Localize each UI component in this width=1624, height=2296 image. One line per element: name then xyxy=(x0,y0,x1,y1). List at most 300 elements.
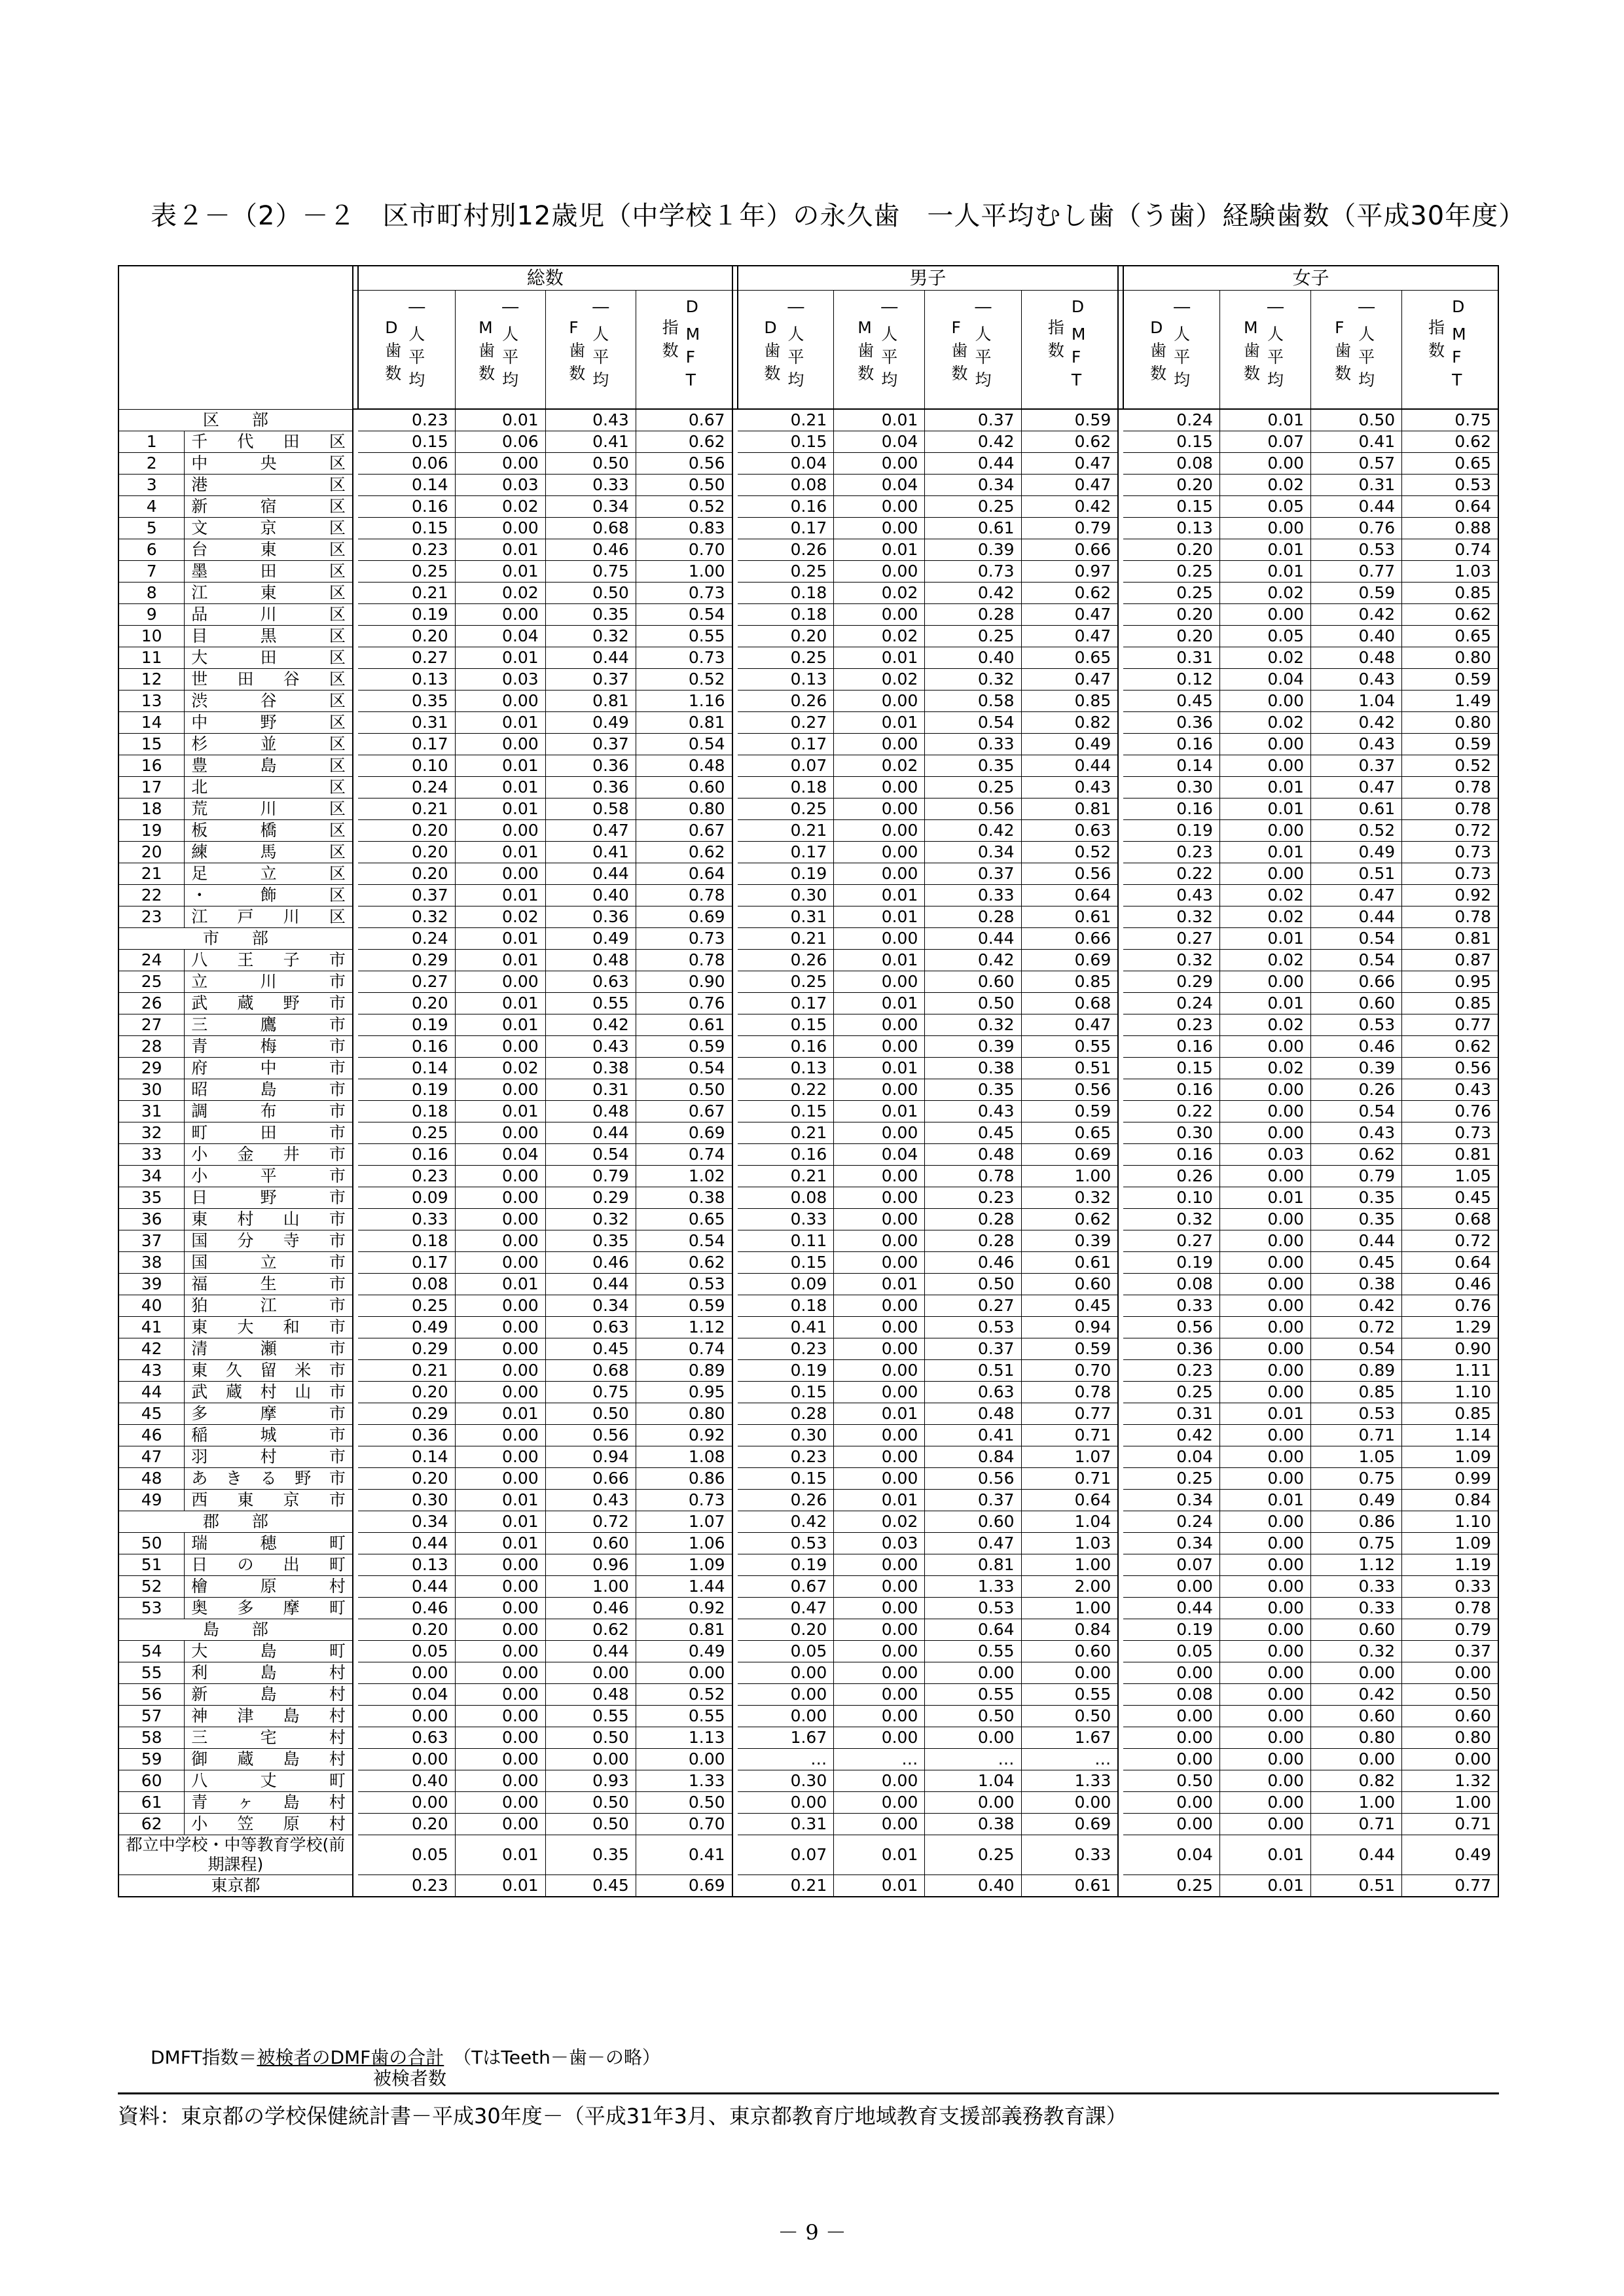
table-row xyxy=(118,885,1498,906)
value-cell: 0.66 xyxy=(1021,928,1118,950)
municipality-name: 大田区 xyxy=(185,647,353,669)
value-cell: 0.55 xyxy=(1021,1036,1118,1058)
value-cell: 0.43 xyxy=(1311,669,1402,691)
value-cell: 0.01 xyxy=(455,950,545,971)
row-number: 20 xyxy=(118,842,185,863)
value-cell: 0.00 xyxy=(455,1792,545,1814)
value-cell: 0.81 xyxy=(545,691,636,712)
value-cell: 0.17 xyxy=(358,1252,455,1274)
value-cell: 0.00 xyxy=(455,1684,545,1706)
value-cell: 0.02 xyxy=(1219,475,1310,496)
value-cell: 0.30 xyxy=(358,1490,455,1511)
value-cell: 0.02 xyxy=(1219,1014,1310,1036)
value-cell: 1.67 xyxy=(1021,1727,1118,1749)
value-cell: 0.73 xyxy=(636,928,732,950)
value-cell: 0.73 xyxy=(1402,842,1498,863)
value-cell: 0.00 xyxy=(834,1166,925,1187)
subheader-char: 数 xyxy=(385,364,402,383)
subheader-char: ― xyxy=(502,297,519,316)
value-cell: 0.04 xyxy=(1219,669,1310,691)
row-number: 14 xyxy=(118,712,185,734)
value-cell: 0.00 xyxy=(834,1122,925,1144)
value-cell: 0.23 xyxy=(358,1875,455,1897)
subheader-char: 均 xyxy=(881,370,898,389)
value-cell: 0.28 xyxy=(925,604,1021,626)
municipality-name: 大島町 xyxy=(185,1641,353,1662)
value-cell: 0.39 xyxy=(1311,1058,1402,1079)
value-cell: 0.00 xyxy=(738,1684,834,1706)
municipality-name: 港区 xyxy=(185,475,353,496)
subheader-char: F xyxy=(1452,348,1462,367)
value-cell: 0.00 xyxy=(1219,1036,1310,1058)
value-cell: 0.45 xyxy=(1021,1295,1118,1317)
subheader-char: 平 xyxy=(502,348,519,367)
municipality-name: 品川区 xyxy=(185,604,353,626)
municipality-name: 中央区 xyxy=(185,453,353,475)
value-cell: 0.15 xyxy=(1123,1058,1219,1079)
table-row xyxy=(118,1274,1498,1295)
value-cell: 0.00 xyxy=(834,1425,925,1446)
value-cell: 0.00 xyxy=(455,1576,545,1598)
value-cell: 0.01 xyxy=(834,1101,925,1122)
table-row xyxy=(118,1792,1498,1814)
municipality-name: 江東区 xyxy=(185,583,353,604)
value-cell: 0.21 xyxy=(738,1122,834,1144)
value-cell: 0.00 xyxy=(455,1122,545,1144)
value-cell: 0.60 xyxy=(1021,1641,1118,1662)
value-cell: 0.26 xyxy=(738,539,834,561)
value-cell: 0.18 xyxy=(358,1230,455,1252)
value-cell: 0.27 xyxy=(1123,928,1219,950)
value-cell: 0.54 xyxy=(636,1058,732,1079)
value-cell: 0.16 xyxy=(738,1036,834,1058)
value-cell: 1.32 xyxy=(1402,1770,1498,1792)
municipality-name: 台東区 xyxy=(185,539,353,561)
municipality-name: 文京区 xyxy=(185,518,353,539)
value-cell: 0.48 xyxy=(545,1684,636,1706)
value-cell: 0.00 xyxy=(834,1446,925,1468)
row-number: 50 xyxy=(118,1533,185,1554)
value-cell: 0.01 xyxy=(834,712,925,734)
value-cell: 0.01 xyxy=(455,1533,545,1554)
table-row xyxy=(118,1749,1498,1770)
value-cell: 0.00 xyxy=(834,1814,925,1835)
value-cell: 0.40 xyxy=(545,885,636,906)
value-cell: 0.63 xyxy=(1021,820,1118,842)
row-number: 6 xyxy=(118,539,185,561)
subheader-char: T xyxy=(1452,370,1462,389)
value-cell: 0.55 xyxy=(545,1706,636,1727)
municipality-name: 三鷹市 xyxy=(185,1014,353,1036)
municipality-name: 調布市 xyxy=(185,1101,353,1122)
value-cell: 0.32 xyxy=(545,626,636,647)
value-cell: 0.40 xyxy=(358,1770,455,1792)
value-cell: 0.01 xyxy=(1219,1875,1310,1897)
value-cell: 1.10 xyxy=(1402,1382,1498,1403)
value-cell: 0.02 xyxy=(1219,712,1310,734)
value-cell: 0.85 xyxy=(1402,1403,1498,1425)
value-cell: 0.73 xyxy=(636,583,732,604)
value-cell: 0.78 xyxy=(636,885,732,906)
value-cell: 0.33 xyxy=(925,734,1021,755)
row-number: 57 xyxy=(118,1706,185,1727)
value-cell: 0.01 xyxy=(834,906,925,928)
value-cell: 0.17 xyxy=(738,842,834,863)
value-cell: 1.10 xyxy=(1402,1511,1498,1533)
value-cell: 0.00 xyxy=(1219,1295,1310,1317)
subheader-char: 数 xyxy=(569,364,586,383)
value-cell: 0.01 xyxy=(455,777,545,798)
value-cell: 0.85 xyxy=(1402,583,1498,604)
value-cell: 0.30 xyxy=(1123,1122,1219,1144)
value-cell: 0.70 xyxy=(636,1814,732,1835)
municipality-name: 御蔵島村 xyxy=(185,1749,353,1770)
value-cell: 0.00 xyxy=(1123,1814,1219,1835)
value-cell: 0.61 xyxy=(925,518,1021,539)
value-cell: 0.25 xyxy=(358,1295,455,1317)
row-number: 13 xyxy=(118,691,185,712)
value-cell: 0.13 xyxy=(738,669,834,691)
value-cell: 0.00 xyxy=(455,1079,545,1101)
row-number: 61 xyxy=(118,1792,185,1814)
value-cell: 0.00 xyxy=(834,1770,925,1792)
value-cell: 0.49 xyxy=(1402,1835,1498,1875)
value-cell: 0.00 xyxy=(834,1382,925,1403)
subheader-char: 人 xyxy=(881,325,898,344)
value-cell: 0.20 xyxy=(358,1814,455,1835)
value-cell: 0.35 xyxy=(545,1835,636,1875)
value-cell: 1.13 xyxy=(636,1727,732,1749)
value-cell: 0.00 xyxy=(834,1706,925,1727)
value-cell: 0.13 xyxy=(358,1554,455,1576)
value-cell: 0.00 xyxy=(1021,1792,1118,1814)
value-cell: 0.00 xyxy=(834,1619,925,1641)
subheader-cell xyxy=(738,291,834,410)
value-cell: 0.42 xyxy=(925,583,1021,604)
value-cell: 0.39 xyxy=(1021,1230,1118,1252)
value-cell: 0.25 xyxy=(925,626,1021,647)
value-cell: 0.60 xyxy=(1311,1619,1402,1641)
value-cell: 0.62 xyxy=(1021,431,1118,453)
value-cell: 0.56 xyxy=(1021,1079,1118,1101)
value-cell: 0.02 xyxy=(1219,885,1310,906)
value-cell: 0.55 xyxy=(636,626,732,647)
value-cell: 0.48 xyxy=(545,950,636,971)
value-cell: 0.94 xyxy=(1021,1317,1118,1338)
subheader-cell xyxy=(834,291,925,410)
table-row xyxy=(118,1490,1498,1511)
value-cell: 0.33 xyxy=(925,885,1021,906)
value-cell: 0.03 xyxy=(1219,1144,1310,1166)
value-cell: 0.00 xyxy=(834,1662,925,1684)
value-cell: 0.06 xyxy=(358,453,455,475)
value-cell: 0.45 xyxy=(1402,1187,1498,1209)
table-row xyxy=(118,993,1498,1014)
value-cell: 0.78 xyxy=(1021,1382,1118,1403)
value-cell: 0.92 xyxy=(636,1598,732,1619)
value-cell: 0.50 xyxy=(1311,409,1402,431)
value-cell: 0.47 xyxy=(925,1533,1021,1554)
subheader-char: 人 xyxy=(502,325,519,344)
value-cell: 1.09 xyxy=(1402,1446,1498,1468)
table-row xyxy=(118,669,1498,691)
value-cell: 1.06 xyxy=(636,1533,732,1554)
value-cell: 0.35 xyxy=(545,604,636,626)
value-cell: 0.53 xyxy=(636,1274,732,1295)
formula-denominator: 被検者数 xyxy=(373,2068,447,2089)
value-cell: 0.01 xyxy=(455,1875,545,1897)
row-number: 33 xyxy=(118,1144,185,1166)
municipality-name: 町田市 xyxy=(185,1122,353,1144)
value-cell: 0.21 xyxy=(738,820,834,842)
value-cell: 0.45 xyxy=(1123,691,1219,712)
value-cell: 0.00 xyxy=(455,734,545,755)
value-cell: 0.29 xyxy=(1123,971,1219,993)
value-cell: 0.59 xyxy=(1402,669,1498,691)
value-cell: 0.47 xyxy=(1021,1014,1118,1036)
table-row xyxy=(118,1166,1498,1187)
value-cell: 0.53 xyxy=(1402,475,1498,496)
value-cell: 0.55 xyxy=(925,1641,1021,1662)
value-cell: 0.38 xyxy=(1311,1274,1402,1295)
value-cell: 0.68 xyxy=(1021,993,1118,1014)
municipality-name: 神津島村 xyxy=(185,1706,353,1727)
value-cell: 0.01 xyxy=(455,1490,545,1511)
value-cell: 0.01 xyxy=(1219,993,1310,1014)
table-row xyxy=(118,1209,1498,1230)
value-cell: 0.01 xyxy=(1219,928,1310,950)
value-cell: 0.00 xyxy=(545,1662,636,1684)
value-cell: 0.00 xyxy=(1219,1274,1310,1295)
value-cell: 0.25 xyxy=(925,496,1021,518)
value-cell: 0.38 xyxy=(925,1814,1021,1835)
value-cell: 0.29 xyxy=(358,950,455,971)
value-cell: 0.44 xyxy=(1021,755,1118,777)
dmft-table xyxy=(118,265,1499,1897)
value-cell: 0.33 xyxy=(1311,1598,1402,1619)
value-cell: 0.64 xyxy=(925,1619,1021,1641)
value-cell: 0.22 xyxy=(738,1079,834,1101)
value-cell: 1.33 xyxy=(1021,1770,1118,1792)
subheader-char: ― xyxy=(787,297,804,316)
value-cell: 0.00 xyxy=(1219,1425,1310,1446)
value-cell: 0.74 xyxy=(636,1144,732,1166)
municipality-name: あきる野市 xyxy=(185,1468,353,1490)
value-cell: 0.00 xyxy=(1219,1814,1310,1835)
value-cell: 0.61 xyxy=(1021,1252,1118,1274)
municipality-name: 奥多摩町 xyxy=(185,1598,353,1619)
table-row xyxy=(118,626,1498,647)
row-number: 11 xyxy=(118,647,185,669)
value-cell: 0.00 xyxy=(358,1749,455,1770)
subheader-char: ― xyxy=(1174,297,1191,316)
value-cell: 0.73 xyxy=(925,561,1021,583)
value-cell: 0.07 xyxy=(738,755,834,777)
value-cell: 0.28 xyxy=(925,1209,1021,1230)
municipality-name: 杉並区 xyxy=(185,734,353,755)
value-cell: 0.23 xyxy=(1123,1014,1219,1036)
subheader-char: 均 xyxy=(787,370,804,389)
value-cell: 0.24 xyxy=(1123,993,1219,1014)
row-number: 37 xyxy=(118,1230,185,1252)
value-cell: 0.99 xyxy=(1402,1468,1498,1490)
value-cell: 0.32 xyxy=(925,669,1021,691)
value-cell: 0.19 xyxy=(358,604,455,626)
value-cell: 0.63 xyxy=(358,1727,455,1749)
municipality-name: 北区 xyxy=(185,777,353,798)
row-number: 10 xyxy=(118,626,185,647)
value-cell: 0.16 xyxy=(1123,1036,1219,1058)
value-cell: 0.62 xyxy=(545,1619,636,1641)
value-cell: 0.01 xyxy=(834,950,925,971)
value-cell: 0.00 xyxy=(1219,1317,1310,1338)
row-number: 41 xyxy=(118,1317,185,1338)
value-cell: 0.00 xyxy=(1123,1662,1219,1684)
table-row xyxy=(118,518,1498,539)
subheader-cell xyxy=(1021,291,1118,410)
value-cell: 0.67 xyxy=(636,409,732,431)
value-cell: 0.30 xyxy=(738,885,834,906)
row-number: 56 xyxy=(118,1684,185,1706)
value-cell: 0.07 xyxy=(1123,1554,1219,1576)
municipality-name: 八王子市 xyxy=(185,950,353,971)
value-cell: 0.12 xyxy=(1123,669,1219,691)
table-row xyxy=(118,1058,1498,1079)
value-cell: 0.02 xyxy=(834,1511,925,1533)
value-cell: 0.42 xyxy=(1311,1295,1402,1317)
value-cell: 0.15 xyxy=(358,431,455,453)
municipality-name: 世田谷区 xyxy=(185,669,353,691)
municipality-name: 西東京市 xyxy=(185,1490,353,1511)
value-cell: 0.00 xyxy=(1219,453,1310,475)
value-cell: 0.20 xyxy=(358,993,455,1014)
value-cell: 0.00 xyxy=(455,1770,545,1792)
value-cell: 0.60 xyxy=(925,971,1021,993)
value-cell: 0.04 xyxy=(358,1684,455,1706)
table-row xyxy=(118,691,1498,712)
value-cell: 0.20 xyxy=(1123,604,1219,626)
table-row xyxy=(118,1835,1498,1875)
value-cell: 0.01 xyxy=(455,1101,545,1122)
row-number: 46 xyxy=(118,1425,185,1446)
value-cell: 0.26 xyxy=(1123,1166,1219,1187)
table-row xyxy=(118,1144,1498,1166)
value-cell: 0.20 xyxy=(358,1619,455,1641)
value-cell: 0.34 xyxy=(925,842,1021,863)
value-cell: 0.00 xyxy=(834,604,925,626)
value-cell: 0.05 xyxy=(1219,496,1310,518)
value-cell: 0.01 xyxy=(455,1014,545,1036)
value-cell: 0.47 xyxy=(1021,669,1118,691)
table-row xyxy=(118,539,1498,561)
value-cell: 0.00 xyxy=(834,777,925,798)
value-cell: 0.42 xyxy=(925,820,1021,842)
value-cell: 0.33 xyxy=(1402,1576,1498,1598)
category-label: 市 部 xyxy=(118,928,353,950)
value-cell: 0.23 xyxy=(925,1187,1021,1209)
value-cell: 0.04 xyxy=(455,626,545,647)
formula-prefix: DMFT指数＝ xyxy=(151,2047,257,2068)
subheader-char: 人 xyxy=(1174,325,1191,344)
group-header: 総数 xyxy=(358,266,732,291)
value-cell: 0.01 xyxy=(455,539,545,561)
value-cell: 0.06 xyxy=(455,431,545,453)
value-cell: 0.28 xyxy=(738,1403,834,1425)
table-row xyxy=(118,777,1498,798)
value-cell: 0.71 xyxy=(1311,1425,1402,1446)
value-cell: 0.37 xyxy=(545,669,636,691)
subheader-char: D xyxy=(385,318,398,337)
value-cell: 0.01 xyxy=(455,798,545,820)
value-cell: 1.33 xyxy=(636,1770,732,1792)
value-cell: 0.56 xyxy=(636,453,732,475)
value-cell: 0.71 xyxy=(1021,1468,1118,1490)
table-row xyxy=(118,1101,1498,1122)
value-cell: 0.45 xyxy=(545,1338,636,1360)
table-row xyxy=(118,1382,1498,1403)
value-cell: 0.29 xyxy=(358,1403,455,1425)
value-cell: 0.55 xyxy=(1021,1684,1118,1706)
value-cell: 0.00 xyxy=(834,1576,925,1598)
subheader-char: ― xyxy=(1358,297,1375,316)
value-cell: 0.00 xyxy=(834,1598,925,1619)
subheader-char: M xyxy=(857,318,872,337)
subheader-char: 指 xyxy=(1428,318,1445,337)
municipality-name: 新島村 xyxy=(185,1684,353,1706)
subheader-cell xyxy=(925,291,1021,410)
row-number: 32 xyxy=(118,1122,185,1144)
value-cell: 0.52 xyxy=(636,496,732,518)
row-number: 17 xyxy=(118,777,185,798)
value-cell: 0.34 xyxy=(545,496,636,518)
value-cell: 0.69 xyxy=(1021,1144,1118,1166)
municipality-name: 東大和市 xyxy=(185,1317,353,1338)
value-cell: 0.00 xyxy=(455,1641,545,1662)
value-cell: 0.23 xyxy=(738,1338,834,1360)
value-cell: 0.00 xyxy=(925,1792,1021,1814)
value-cell: 0.47 xyxy=(1311,885,1402,906)
value-cell: 0.79 xyxy=(545,1166,636,1187)
value-cell: 0.00 xyxy=(1219,1533,1310,1554)
value-cell: 0.27 xyxy=(925,1295,1021,1317)
value-cell: 0.77 xyxy=(1311,561,1402,583)
value-cell: 0.85 xyxy=(1402,993,1498,1014)
municipality-name: 練馬区 xyxy=(185,842,353,863)
subheader-char: 歯 xyxy=(857,341,875,360)
value-cell: 0.00 xyxy=(834,1230,925,1252)
value-cell: 0.81 xyxy=(636,1619,732,1641)
subheader-char: M xyxy=(478,318,493,337)
value-cell: 0.60 xyxy=(1311,1706,1402,1727)
value-cell: 0.00 xyxy=(636,1662,732,1684)
value-cell: 0.24 xyxy=(1123,409,1219,431)
value-cell: 0.81 xyxy=(1402,1144,1498,1166)
value-cell: 0.36 xyxy=(358,1425,455,1446)
value-cell: 1.14 xyxy=(1402,1425,1498,1446)
value-cell: 0.02 xyxy=(834,626,925,647)
table-row xyxy=(118,1576,1498,1598)
value-cell: 0.90 xyxy=(1402,1338,1498,1360)
value-cell: 0.27 xyxy=(358,647,455,669)
value-cell: 0.16 xyxy=(738,496,834,518)
value-cell: 0.31 xyxy=(545,1079,636,1101)
subheader-char: F xyxy=(951,318,961,337)
value-cell: 0.49 xyxy=(545,712,636,734)
table-row xyxy=(118,604,1498,626)
value-cell: 0.82 xyxy=(1021,712,1118,734)
value-cell: 0.31 xyxy=(358,712,455,734)
subheader-char: M xyxy=(1452,325,1466,344)
